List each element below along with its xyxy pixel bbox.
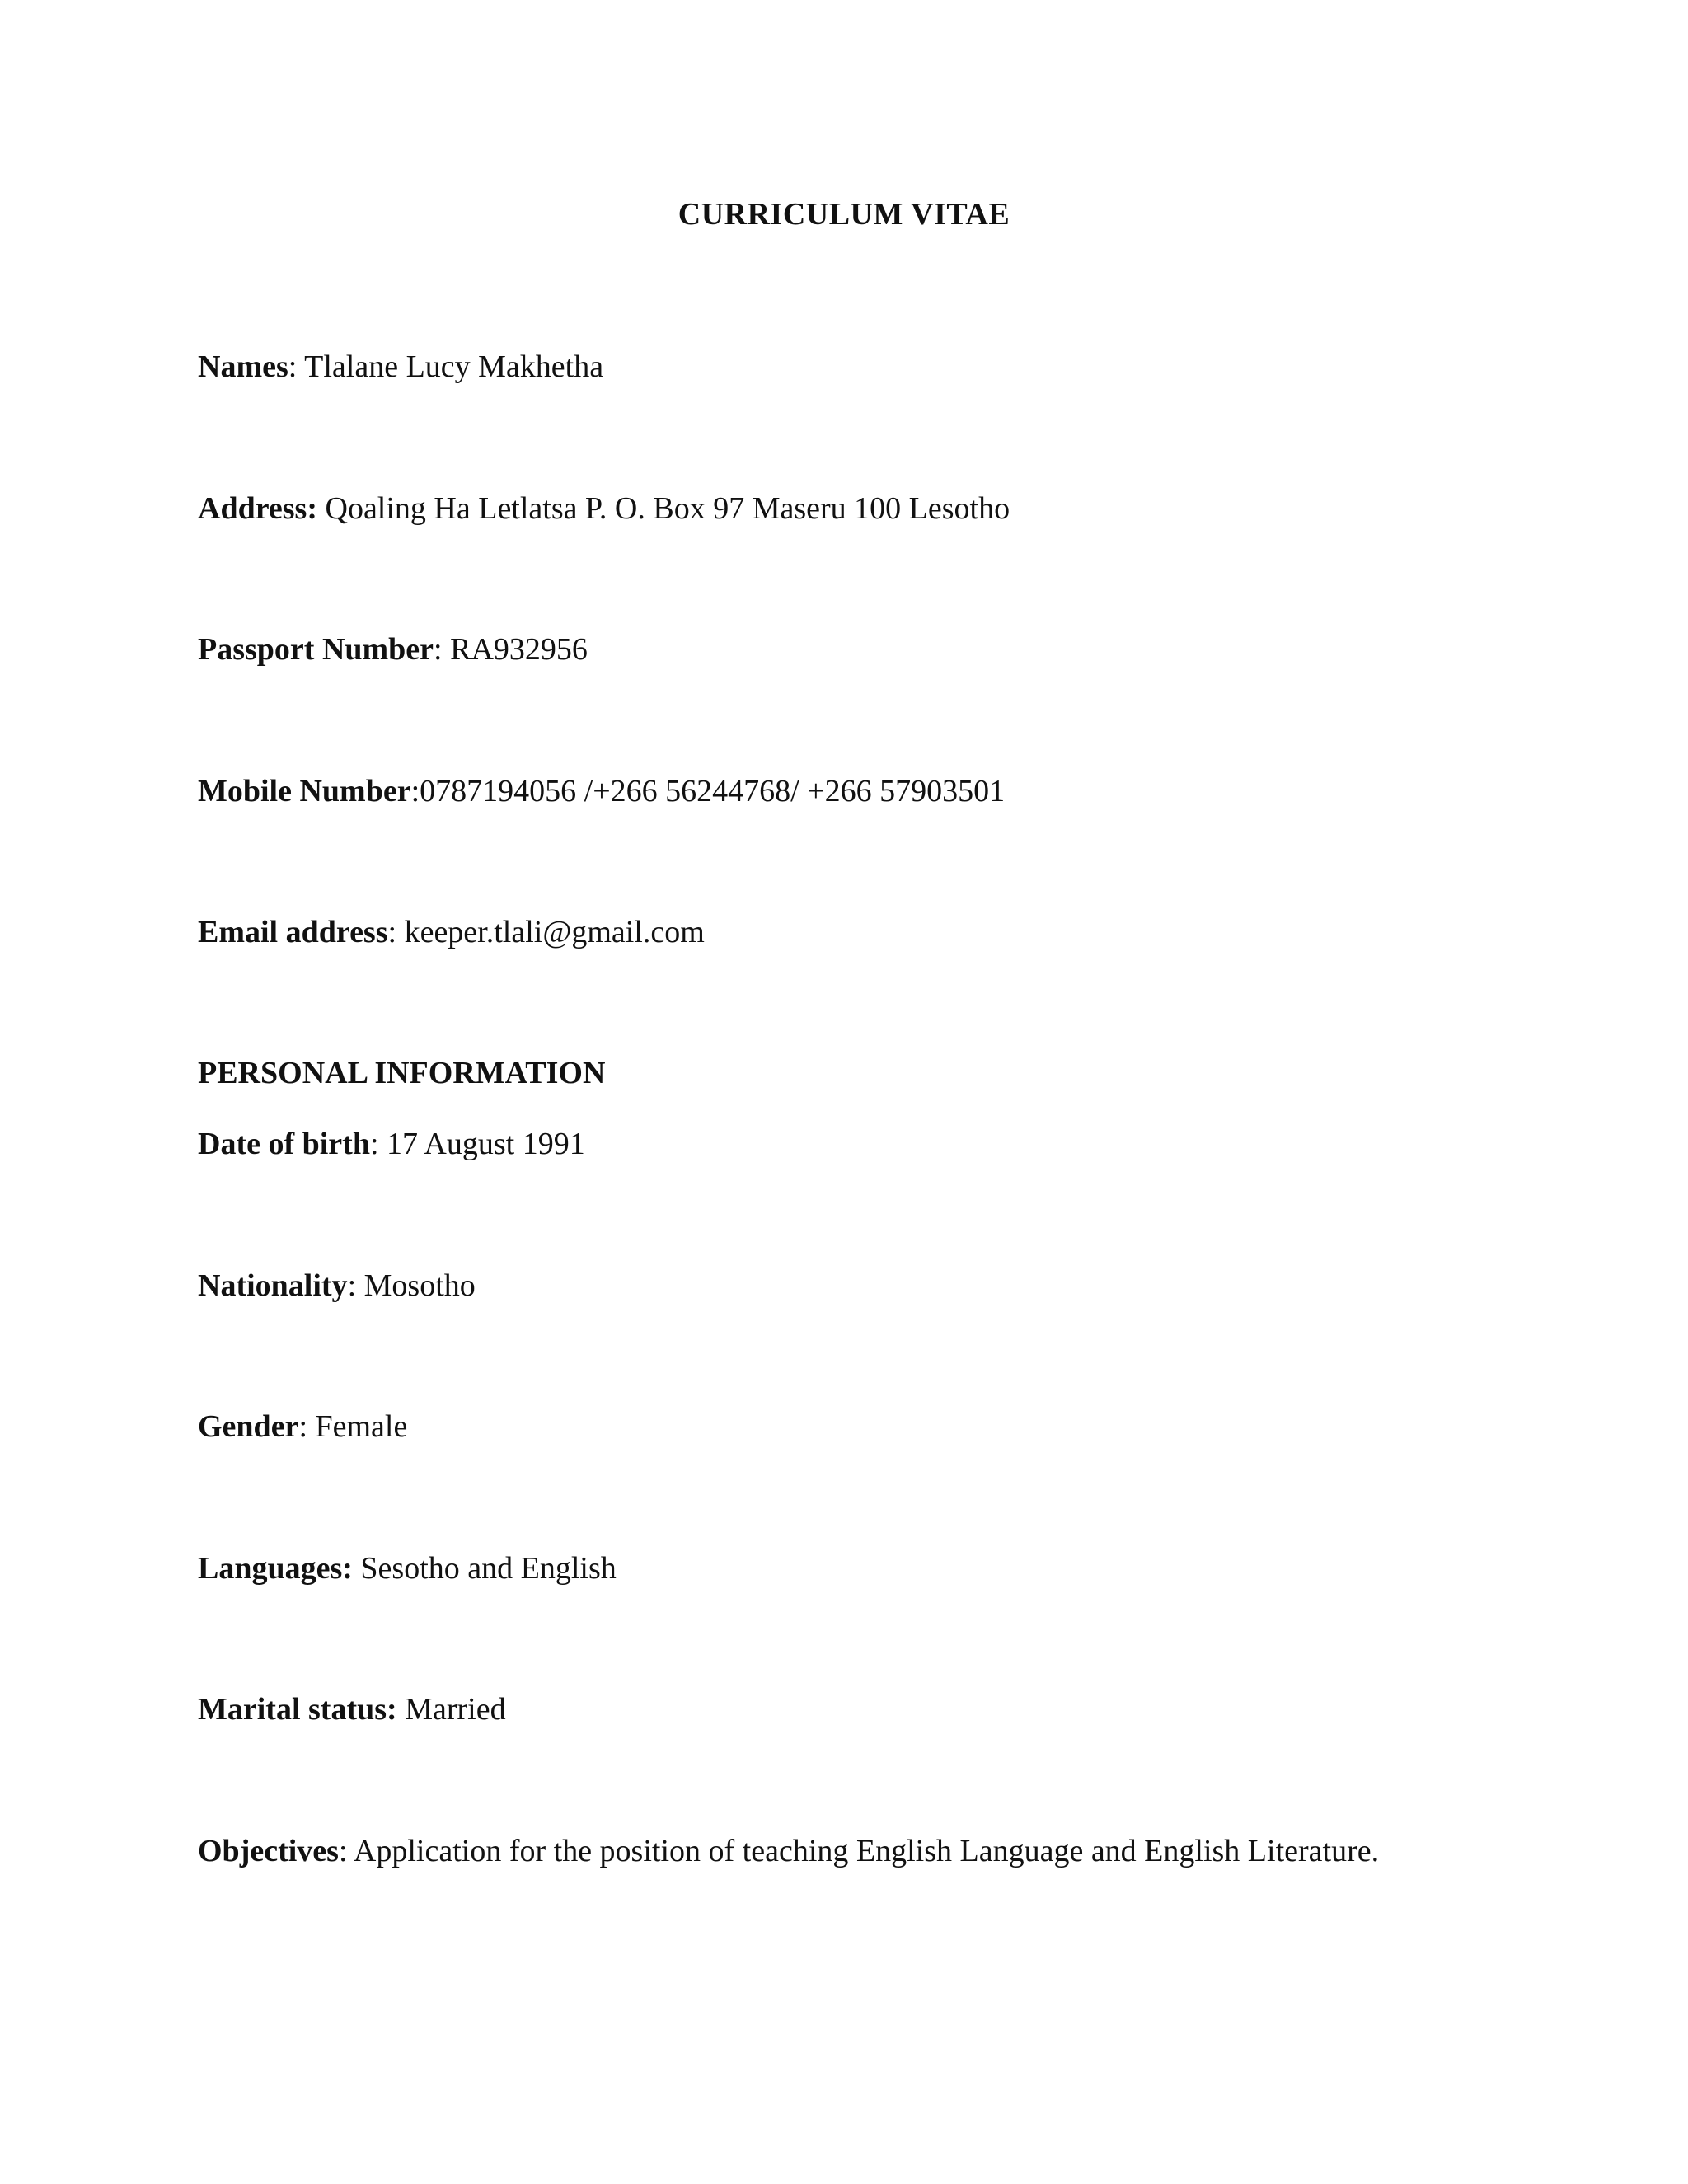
languages-label: Languages: [198, 1551, 353, 1586]
objectives-label: Objectives [198, 1834, 339, 1868]
names-line [198, 346, 603, 387]
address-value: Qoaling Ha Letlatsa P. O. Box 97 Maseru 100 Lesotho [317, 491, 1010, 526]
nationality-value: Mosotho [363, 1268, 476, 1303]
passport-separator: : [434, 632, 451, 667]
marital-status-label: Marital status: [198, 1692, 397, 1727]
dob-line [198, 1123, 585, 1165]
address-line [198, 488, 1010, 529]
objectives-line [198, 1830, 1379, 1872]
personal-information-heading: PERSONAL INFORMATION [198, 1056, 606, 1090]
email-line [198, 912, 705, 953]
objectives-separator: : [338, 1834, 354, 1868]
mobile-value: 0787194056 /+266 56244768/ +266 57903501 [420, 774, 1006, 808]
names-separator: : [288, 349, 305, 384]
email-separator: : [387, 915, 405, 949]
gender-label: Gender [198, 1409, 299, 1444]
objectives-value: Application for the position of teaching English Language and English Literature. [353, 1834, 1380, 1868]
nationality-label: Nationality [198, 1268, 348, 1303]
marital-status-line [198, 1689, 506, 1730]
names-value: Tlalane Lucy Makhetha [304, 349, 604, 384]
nationality-separator: : [347, 1268, 364, 1303]
marital-status-value: Married [396, 1692, 506, 1727]
gender-value: Female [315, 1409, 408, 1444]
passport-line [198, 629, 588, 670]
names-label: Names [198, 349, 288, 384]
mobile-separator: : [410, 774, 420, 808]
passport-label: Passport Number [198, 632, 434, 667]
passport-value: RA932956 [450, 632, 588, 667]
gender-separator: : [298, 1409, 316, 1444]
dob-value: 17 August 1991 [387, 1127, 585, 1161]
dob-label: Date of birth [198, 1127, 370, 1161]
languages-value: Sesotho and English [352, 1551, 617, 1586]
document-title: CURRICULUM VITAE [678, 197, 1010, 232]
languages-line [198, 1548, 617, 1589]
nationality-line [198, 1265, 476, 1306]
dob-separator: : [369, 1127, 387, 1161]
gender-line [198, 1406, 407, 1447]
address-label: Address: [198, 491, 317, 526]
mobile-label: Mobile Number [198, 774, 411, 808]
email-value: keeper.tlali@gmail.com [404, 915, 705, 949]
mobile-line [198, 771, 1005, 812]
email-label: Email address [198, 915, 388, 949]
